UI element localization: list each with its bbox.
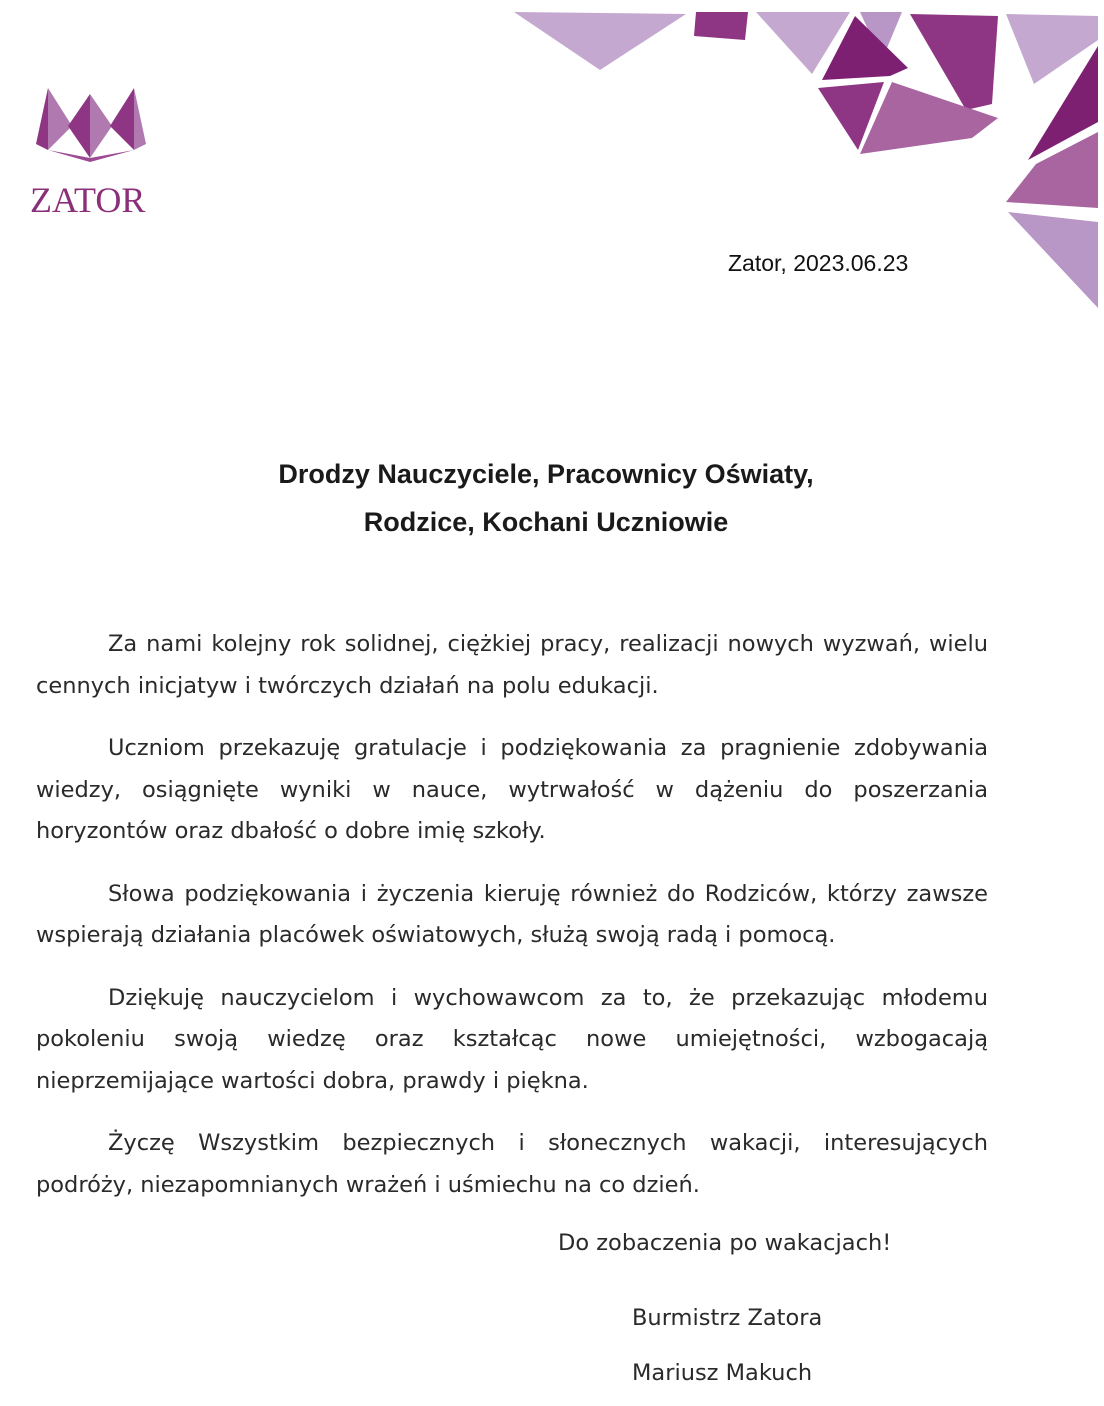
paragraph: Uczniom przekazuję gratulacje i podziękowania za pragnienie zdobywania wiedzy, osiągnięte wyniki w nauce, wytrwałość w dążeniu do poszerzania horyzontów oraz dbałość o dobre imię szkoły. bbox=[36, 735, 988, 844]
letter-body bbox=[36, 624, 988, 1227]
heading-line-2: Rodzice, Kochani Uczniowie bbox=[363, 507, 729, 537]
paragraph: Słowa podziękowania i życzenia kieruję również do Rodziców, którzy zawsze wspierają działania placówek oświatowych, służą swoją radą i pomocą. bbox=[36, 880, 988, 948]
decor-shape bbox=[694, 12, 748, 40]
heading-line-1: Drodzy Nauczyciele, Pracownicy Oświaty, bbox=[278, 459, 814, 489]
paragraph: Życzę Wszystkim bezpiecznych i słonecznych wakacji, interesujących podróży, niezapomnianych wrażeń i uśmiechu na co dzień. bbox=[36, 1130, 988, 1198]
zator-logo bbox=[22, 88, 172, 228]
crown-icon bbox=[22, 88, 152, 168]
logo-text: ZATOR bbox=[30, 180, 146, 220]
letter-heading bbox=[0, 450, 1104, 546]
signature-name: Mariusz Makuch bbox=[632, 1360, 813, 1386]
signature-title: Burmistrz Zatora bbox=[632, 1305, 823, 1331]
decor-shape bbox=[514, 12, 686, 70]
paragraph: Za nami kolejny rok solidnej, ciężkiej pracy, realizacji nowych wyzwań, wielu cennych inicjatyw i twórczych działań na polu edukacji. bbox=[36, 631, 988, 699]
paragraph: Dziękuję nauczycielom i wychowawcom za to, że przekazując młodemu pokoleniu swoją wiedzę oraz kształcąc nowe umiejętności, wzbogacają nieprzemijające wartości dobra, prawdy i piękna. bbox=[36, 984, 988, 1094]
closing-line: Do zobaczenia po wakacjach! bbox=[558, 1230, 892, 1256]
letter-date: Zator, 2023.06.23 bbox=[728, 250, 909, 276]
decor-shape bbox=[1008, 212, 1098, 308]
